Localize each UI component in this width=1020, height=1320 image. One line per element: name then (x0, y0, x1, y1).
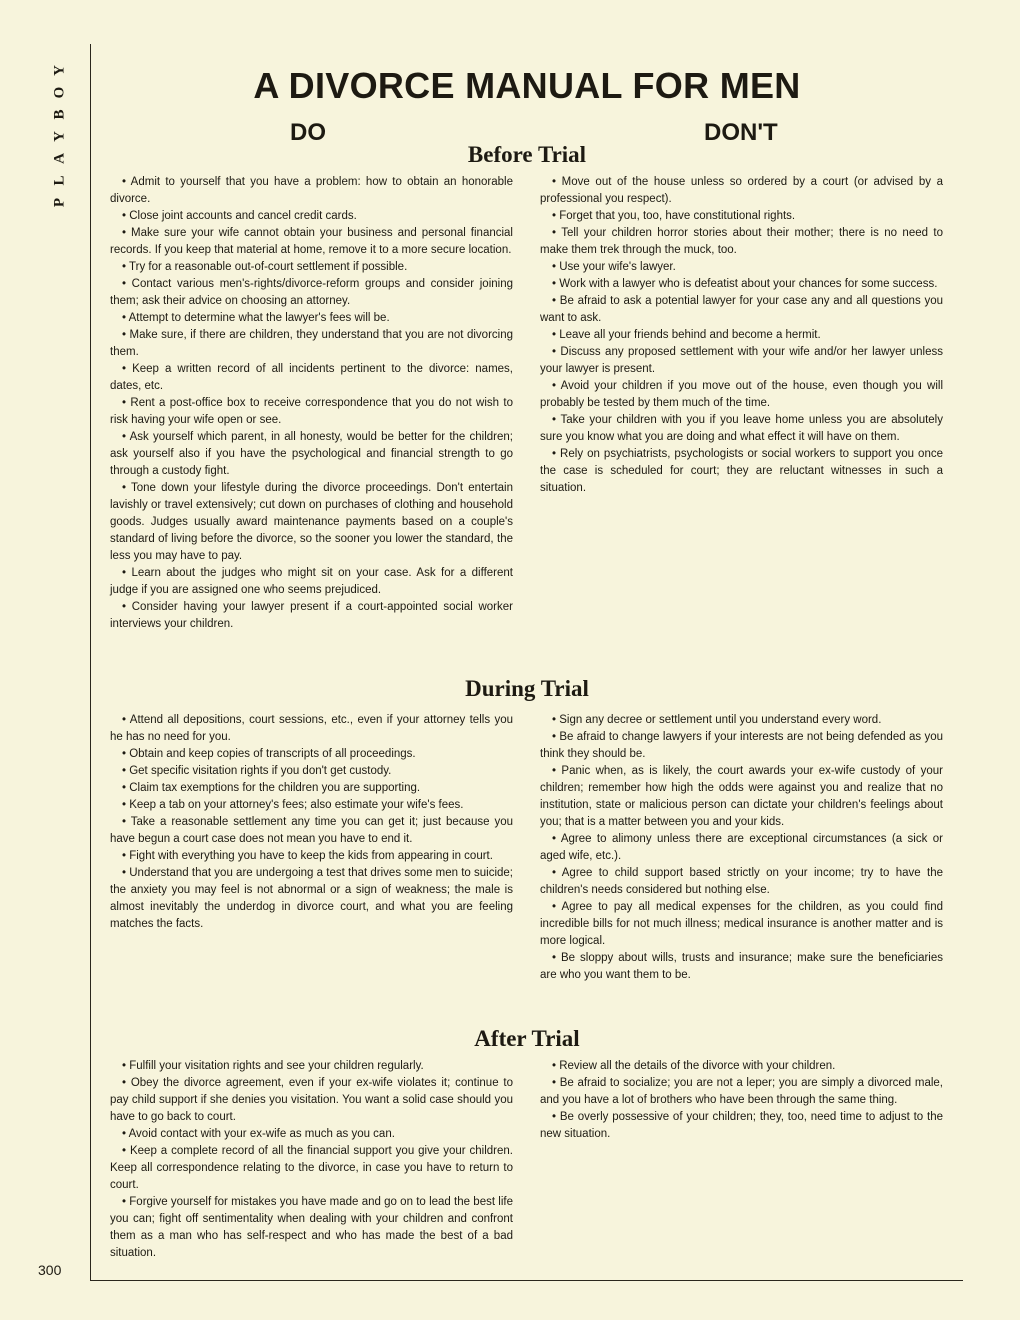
after-trial-do-list (110, 1058, 513, 1262)
dont-list-item: • Review all the details of the divorce with your children. (552, 1060, 836, 1072)
page-number: 300 (38, 1262, 62, 1278)
do-list-item: • Contact various men's-rights/divorce-reform groups and consider joining them; ask their advice on choosing an attorney. (110, 278, 513, 307)
do-list-item: • Rent a post-office box to receive correspondence that you do not wish to risk having your wife open or see. (110, 397, 513, 426)
dont-list-item: • Agree to alimony unless there are exceptional circumstances (a sick or aged wife, etc.). (540, 833, 943, 862)
sidebar-letter: O (51, 86, 68, 99)
sidebar-letter: P (51, 197, 68, 208)
dont-list-item: • Sign any decree or settlement until you understand every word. (552, 714, 882, 726)
dont-list-item: • Take your children with you if you leave home unless you are absolutely sure you know what you are doing and what effect it will have on them. (540, 414, 943, 443)
dont-list-item: • Panic when, as is likely, the court awards your ex-wife custody of your children; remember how high the odds were against you and realize that no institution, state or malicious person can dictate your children's feelings about you; that is a matter between you and your kids. (540, 765, 943, 828)
dont-list-item: • Be sloppy about wills, trusts and insurance; make sure the beneficiaries are who you want them to be. (540, 952, 943, 981)
dont-list-item: • Move out of the house unless so ordered by a court (or advised by a professional you respect). (540, 176, 943, 205)
dont-list-item: • Leave all your friends behind and become a hermit. (552, 329, 821, 341)
dont-list-item: • Be overly possessive of your children; they, too, need time to adjust to the new situation. (540, 1111, 943, 1140)
dont-list-item: • Rely on psychiatrists, psychologists or social workers to support you once the case is scheduled for court; they are reluctant witnesses in such a situation. (540, 448, 943, 494)
section-heading-after-trial: After Trial (474, 1026, 580, 1051)
before-trial-dont-list (540, 174, 943, 497)
do-list-item: • Tone down your lifestyle during the divorce proceedings. Don't entertain lavishly or travel extensively; cut down on purchases of clothing and household goods. Judges usually award maintenance payments based on a couple's standard of living before the divorce, so the sooner you lower the standard, the less you may have to pay. (110, 482, 513, 562)
do-list-item: • Fulfill your visitation rights and see your children regularly. (122, 1060, 424, 1072)
do-list-item: • Obey the divorce agreement, even if your ex-wife violates it; continue to pay child support if she denies you visitation. You want a solid case should you have to go back to court. (110, 1077, 513, 1123)
during-trial-do-list (110, 712, 513, 933)
sidebar-letter: L (51, 175, 68, 186)
dont-column-heading: DON'T (704, 119, 778, 146)
do-list-item: • Try for a reasonable out-of-court settlement if possible. (122, 261, 408, 273)
dont-list-item: • Be afraid to ask a potential lawyer for your case any and all questions you want to ask. (540, 295, 943, 324)
do-list-item: • Learn about the judges who might sit on your case. Ask for a different judge if you are assigned one who seems prejudiced. (110, 567, 513, 596)
do-list-item: • Take a reasonable settlement any time you can get it; just because you have begun a court case does not mean you have to end it. (110, 816, 513, 845)
section-heading-before-trial: Before Trial (467, 142, 587, 167)
dont-list-item: • Avoid your children if you move out of the house, even though you will probably be tested by them much of the time. (540, 380, 943, 409)
sidebar-letter: A (51, 153, 68, 164)
do-list-item: • Forgive yourself for mistakes you have made and go on to lead the best life you can; fight off sentimentality when dealing with your children and confront them as a man who has self-respect and who has made the best of a bad situation. (110, 1196, 513, 1259)
sidebar-letter: Y (51, 131, 68, 142)
during-trial-dont-list (540, 712, 943, 984)
do-list-item: • Make sure, if there are children, they understand that you are not divorcing them. (110, 329, 513, 358)
do-list-item: • Get specific visitation rights if you don't get custody. (122, 765, 392, 777)
dont-list-item: • Discuss any proposed settlement with your wife and/or her lawyer unless your lawyer is present. (540, 346, 943, 375)
do-list-item: • Keep a written record of all incidents pertinent to the divorce: names, dates, etc. (110, 363, 513, 392)
do-list-item: • Make sure your wife cannot obtain your business and personal financial records. If you keep that material at home, remove it to a more secure location. (110, 227, 513, 256)
magazine-sidebar (46, 44, 74, 214)
dont-list-item: • Be afraid to socialize; you are not a leper; you are simply a divorced male, and you have a lot of brothers who have been through the same thing. (540, 1077, 943, 1106)
do-list-item: • Understand that you are undergoing a test that drives some men to suicide; the anxiety you may feel is not abnormal or a sign of weakness; the male is almost inevitably the underdog in divorce court, and what you are feeling matches the facts. (110, 867, 513, 930)
dont-list-item: • Agree to pay all medical expenses for the children, as you could find incredible bills for not much illness; medical insurance is another matter and is more logical. (540, 901, 943, 947)
dont-list-item: • Forget that you, too, have constitutional rights. (552, 210, 796, 222)
do-list-item: • Fight with everything you have to keep the kids from appearing in court. (122, 850, 493, 862)
do-list-item: • Ask yourself which parent, in all honesty, would be better for the children; ask yourself also if you have the psychological and financial strength to go through a custody fight. (110, 431, 513, 477)
dont-list-item: • Work with a lawyer who is defeatist about your chances for some success. (552, 278, 938, 290)
dont-list-item: • Be afraid to change lawyers if your interests are not being defended as you think they should be. (540, 731, 943, 760)
do-list-item: • Claim tax exemptions for the children you are supporting. (122, 782, 421, 794)
page-title: A DIVORCE MANUAL FOR MEN (253, 65, 801, 106)
do-list-item: • Admit to yourself that you have a problem: how to obtain an honorable divorce. (110, 176, 513, 205)
do-list-item: • Keep a complete record of all the financial support you give your children. Keep all correspondence relating to the divorce, in case you have to return to court. (110, 1145, 513, 1191)
do-list-item: • Obtain and keep copies of transcripts of all proceedings. (122, 748, 416, 760)
dont-list-item: • Use your wife's lawyer. (552, 261, 676, 273)
sidebar-letter: Y (51, 65, 68, 76)
do-list-item: • Attend all depositions, court sessions, etc., even if your attorney tells you he has no need for you. (110, 714, 513, 743)
do-list-item: • Attempt to determine what the lawyer's fees will be. (122, 312, 390, 324)
section-heading-during-trial: During Trial (465, 676, 589, 701)
do-list-item: • Keep a tab on your attorney's fees; also estimate your wife's fees. (122, 799, 464, 811)
do-column-heading: DO (290, 119, 326, 146)
dont-list-item: • Agree to child support based strictly on your income; try to have the children's needs considered but nothing else. (540, 867, 943, 896)
before-trial-do-list (110, 174, 513, 633)
do-list-item: • Avoid contact with your ex-wife as much as you can. (122, 1128, 395, 1140)
sidebar-letter: B (51, 109, 68, 120)
after-trial-dont-list (540, 1058, 943, 1143)
do-list-item: • Consider having your lawyer present if a court-appointed social worker interviews your children. (110, 601, 513, 630)
do-list-item: • Close joint accounts and cancel credit cards. (122, 210, 357, 222)
dont-list-item: • Tell your children horror stories about their mother; there is no need to make them trek through the muck, too. (540, 227, 943, 256)
